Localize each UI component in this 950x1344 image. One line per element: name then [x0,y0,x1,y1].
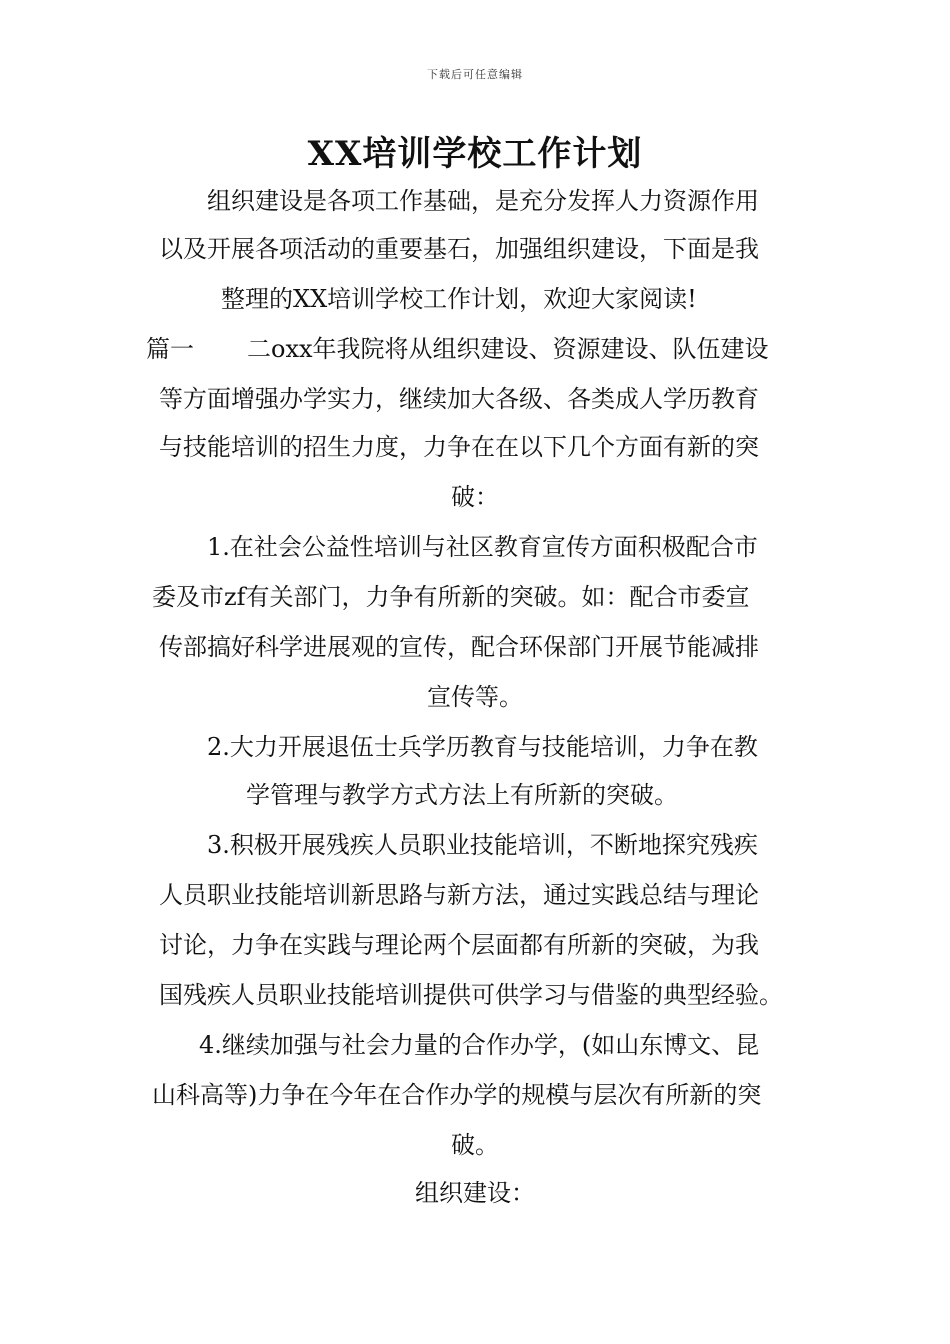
item3-line-1: 3.积极开展残疾人员职业技能培训，不断地探究残疾 [207,831,758,859]
item3-line-2: 人员职业技能培训新思路与新方法，通过实践总结与理论 [159,881,759,909]
section1-line-2: 等方面增强办学实力，继续加大各级、各类成人学历教育 [159,385,759,413]
item2-line-1: 2.大力开展退伍士兵学历教育与技能培训，力争在教 [207,733,758,761]
item1-line-2: 委及市zf有关部门，力争有所新的突破。如：配合市委宣 [152,583,750,611]
page-title: XX培训学校工作计划 [307,134,643,174]
item2-line-2: 学管理与教学方式方法上有所新的突破。 [246,781,678,809]
header-note: 下载后可任意编辑 [427,68,523,81]
intro-line-2: 以及开展各项活动的重要基石，加强组织建设，下面是我 [159,235,759,263]
section1-line-3: 与技能培训的招生力度，力争在在以下几个方面有新的突 [159,433,759,461]
intro-line-1: 组织建设是各项工作基础，是充分发挥人力资源作用 [207,187,759,215]
section1-line-1: 二oxx年我院将从组织建设、资源建设、队伍建设 [247,335,769,363]
item4-line-2: 山科高等)力争在今年在合作办学的规模与层次有所新的突 [152,1081,762,1109]
intro-line-3: 整理的XX培训学校工作计划，欢迎大家阅读! [221,285,697,313]
section1-line-4: 破： [451,483,499,511]
section-label: 篇一 [146,335,194,363]
item1-line-3: 传部搞好科学进展观的宣传，配合环保部门开展节能减排 [159,633,759,661]
item4-line-1: 4.继续加强与社会力量的合作办学，(如山东博文、昆 [199,1031,760,1059]
item3-line-3: 讨论，力争在实践与理论两个层面都有所新的突破，为我 [159,931,759,959]
item1-line-4: 宣传等。 [427,683,523,711]
item1-line-1: 1.在社会公益性培训与社区教育宣传方面积极配合市 [207,533,758,561]
subheading: 组织建设： [415,1179,535,1207]
item4-line-3: 破。 [451,1131,499,1159]
item3-line-4: 国残疾人员职业技能培训提供可供学习与借鉴的典型经验。 [159,981,783,1009]
